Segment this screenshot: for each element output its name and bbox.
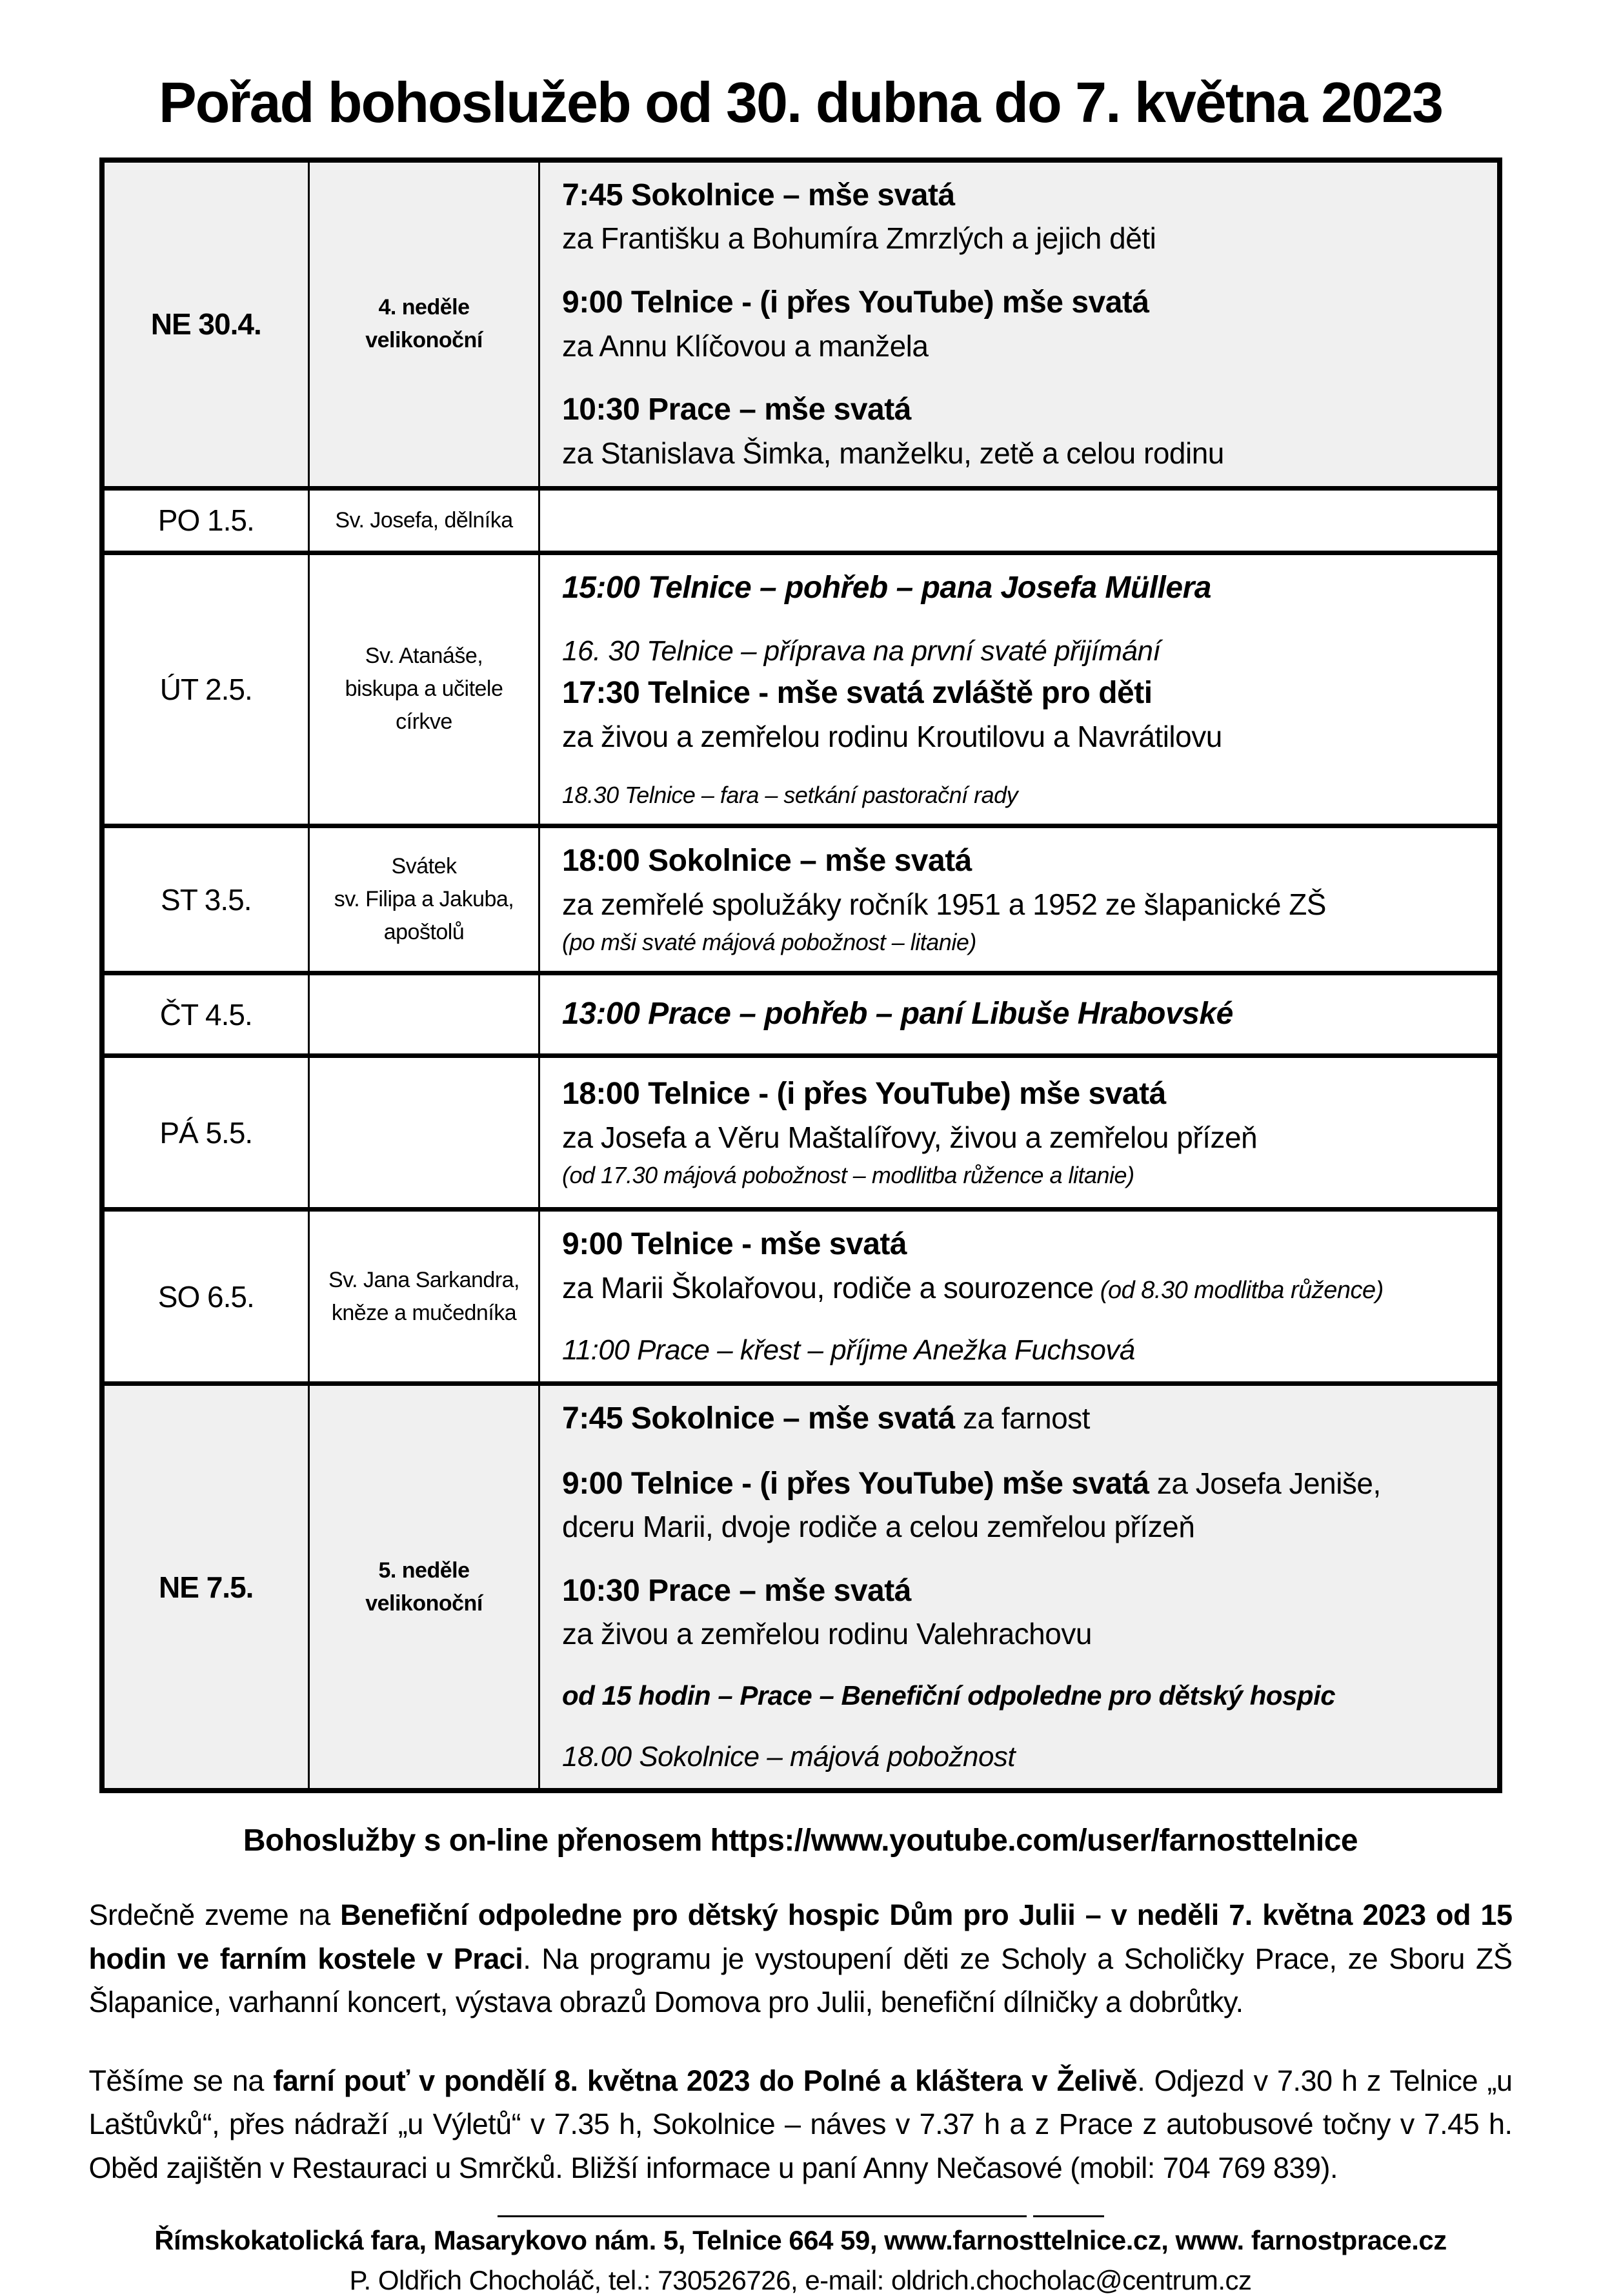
feast-line: Sv. Josefa, dělníka: [335, 507, 513, 533]
service-time-line: [562, 1464, 1479, 1504]
service-time-line: 18:00 Sokolnice – mše svatá: [562, 844, 972, 879]
note-line: 11:00 Prace – křest – příjme Anežka Fuchsová: [562, 1334, 1135, 1366]
service-time-line: 9:00 Telnice - mše svatá: [562, 1227, 907, 1262]
feast-line: 5. neděle: [378, 1558, 470, 1583]
details-cell: [539, 553, 1500, 826]
feast-cell: [309, 160, 539, 488]
note-line: 18.00 Sokolnice – májová pobožnost: [562, 1740, 1016, 1773]
schedule-table: [99, 157, 1502, 1793]
funeral-line: 13:00 Prace – pohřeb – paní Libuše Hrabovské: [562, 997, 1233, 1031]
service-time-line: 10:30 Prace – mše svatá: [562, 392, 911, 427]
feast-line: církve: [396, 709, 452, 735]
invite-pre: Srdečně zveme na: [88, 1898, 341, 1932]
feast-line: velikonoční: [365, 1590, 483, 1616]
feast-line: Svátek: [391, 854, 457, 879]
schedule-row-ut-2-5: [102, 553, 1500, 826]
trip-pre: Těšíme se na: [88, 2064, 274, 2097]
details-cell: [539, 1056, 1500, 1210]
intention-line: za Annu Klíčovou a manžela: [562, 329, 929, 363]
feast-cell: [309, 1210, 539, 1384]
feast-line: Sv. Atanáše,: [365, 644, 483, 669]
day-cell: NE 7.5.: [102, 1384, 309, 1791]
feast-line: Sv. Jana Sarkandra,: [328, 1267, 520, 1292]
intention-line: [562, 1269, 1479, 1308]
schedule-row-ne-30-4: [102, 160, 1500, 488]
feast-line: 4. neděle: [378, 295, 470, 320]
service-time-line: 17:30 Telnice - mše svatá zvláště pro děti: [562, 676, 1153, 711]
note-inline: (od 8.30 modlitba růžence): [1093, 1276, 1384, 1304]
intention-inline: za farnost: [954, 1401, 1090, 1436]
feast-cell: [309, 1384, 539, 1791]
invite-post: . Na programu je vystoupení děti ze Scholy a Scholičky Prace, ze Sboru ZŠ Šlapanice, varhanní koncert, výstava obrazů Domova pro Julii, benefiční dílničky a dobrůtky.: [88, 1942, 1513, 2019]
schedule-row-po-1-5: [102, 488, 1500, 553]
details-cell: [539, 1384, 1500, 1791]
day-cell: NE 30.4.: [102, 160, 309, 488]
note-line: (po mši svaté májová pobožnost – litanie): [562, 929, 976, 956]
footer-contact-line: P. Oldřich Chocholáč, tel.: 730526726, e-mail: oldrich.chocholac@centrum.cz: [349, 2265, 1252, 2296]
intention-line: za Stanislava Šimka, manželku, zetě a celou rodinu: [562, 436, 1224, 470]
footer: [0, 2215, 1601, 2296]
intention-line: za Františku a Bohumíra Zmrzlých a jejich děti: [562, 221, 1156, 256]
feast-line: kněze a mučedníka: [331, 1300, 517, 1325]
service-time-line: 9:00 Telnice - (i přes YouTube) mše svatá: [562, 285, 1149, 320]
feast-cell: [309, 488, 539, 553]
intention-line: za živou a zemřelou rodinu Kroutilovu a Navrátilovu: [562, 719, 1222, 753]
intention-line: dceru Marii, dvoje rodiče a celou zemřelou přízeň: [562, 1510, 1195, 1544]
feast-line: sv. Filipa a Jakuba,: [334, 887, 514, 912]
schedule-row-pa-5-5: [102, 1056, 1500, 1210]
service-time-line: [562, 1399, 1479, 1439]
schedule-row-ne-7-5: [102, 1384, 1500, 1791]
feast-cell: [309, 973, 539, 1056]
day-cell: PO 1.5.: [102, 488, 309, 553]
details-cell: [539, 160, 1500, 488]
service-time-text: 9:00 Telnice - (i přes YouTube) mše svatá: [562, 1466, 1149, 1501]
feast-cell: [309, 826, 539, 973]
schedule-row-ct-4-5: [102, 973, 1500, 1056]
youtube-note: Bohoslužby s on-line přenosem https://www.youtube.com/user/farnosttelnice: [243, 1824, 1358, 1858]
service-time-line: 10:30 Prace – mše svatá: [562, 1574, 911, 1609]
feast-cell: [309, 1056, 539, 1210]
note-line: 16. 30 Telnice – příprava na první svaté přijímání: [562, 635, 1161, 667]
trip-bold: farní pouť v pondělí 8. května 2023 do Polné a kláštera v Želivě: [273, 2064, 1138, 2097]
page-title: Pořad bohoslužeb od 30. dubna do 7. května 2023: [158, 70, 1443, 134]
details-cell: [539, 488, 1500, 553]
note-line: 18.30 Telnice – fara – setkání pastorační rady: [562, 782, 1018, 809]
event-line: od 15 hodin – Prace – Benefiční odpoledne pro dětský hospic: [562, 1680, 1336, 1711]
details-cell: [539, 826, 1500, 973]
service-time-line: 18:00 Telnice - (i přes YouTube) mše svatá: [562, 1077, 1166, 1112]
day-cell: ČT 4.5.: [102, 973, 309, 1056]
intention-line: za zemřelé spolužáky ročník 1951 a 1952 ze šlapanické ZŠ: [562, 887, 1326, 921]
note-line: (od 17.30 májová pobožnost – modlitba růžence a litanie): [562, 1162, 1134, 1189]
footer-divider: [0, 2215, 1601, 2217]
trip-post: . Odjezd v 7.30 h z Telnice „u Laštůvků“, přes nádraží „u Výletů“ v 7.35 h, Sokolnice – náves v 7.37 h a z Prace z autobusové točny v 7.45 h. Oběd zajištěn v Restauraci u Smrčků. Bližší informace u paní Anny Nečasové (mobil: 704 769 839).: [88, 2064, 1513, 2184]
intention-inline: za Josefa Jeniše,: [1149, 1466, 1381, 1500]
day-cell: PÁ 5.5.: [102, 1056, 309, 1210]
feast-line: velikonoční: [365, 328, 483, 353]
footer-address-line: Římskokatolická fara, Masarykovo nám. 5, Telnice 664 59, www.farnosttelnice.cz, www. farnostprace.cz: [154, 2225, 1447, 2256]
feast-cell: [309, 553, 539, 826]
feast-line: apoštolů: [383, 920, 465, 945]
schedule-row-so-6-5: [102, 1210, 1500, 1384]
service-time-text: 7:45 Sokolnice – mše svatá: [562, 1401, 955, 1436]
day-cell: SO 6.5.: [102, 1210, 309, 1384]
intention-text: za Marii Školařovou, rodiče a sourozence: [562, 1270, 1094, 1305]
details-cell: [539, 1210, 1500, 1384]
intention-line: za Josefa a Věru Maštalířovy, živou a zemřelou přízeň: [562, 1120, 1258, 1154]
service-time-line: 7:45 Sokolnice – mše svatá: [562, 178, 955, 212]
details-cell: [539, 973, 1500, 1056]
funeral-line: 15:00 Telnice – pohřeb – pana Josefa Müllera: [562, 570, 1211, 605]
trip-paragraph: [89, 2059, 1513, 2190]
intention-line: za živou a zemřelou rodinu Valehrachovu: [562, 1617, 1092, 1651]
day-cell: ST 3.5.: [102, 826, 309, 973]
feast-line: biskupa a učitele: [345, 676, 503, 702]
schedule-row-st-3-5: [102, 826, 1500, 973]
day-cell: ÚT 2.5.: [102, 553, 309, 826]
invite-bold: Benefiční odpoledne pro dětský hospic Dům pro Julii – v neděli 7. května 2023 od 15 hodin ve farním kostele v Praci: [88, 1898, 1513, 1975]
invite-paragraph: [89, 1893, 1513, 2024]
